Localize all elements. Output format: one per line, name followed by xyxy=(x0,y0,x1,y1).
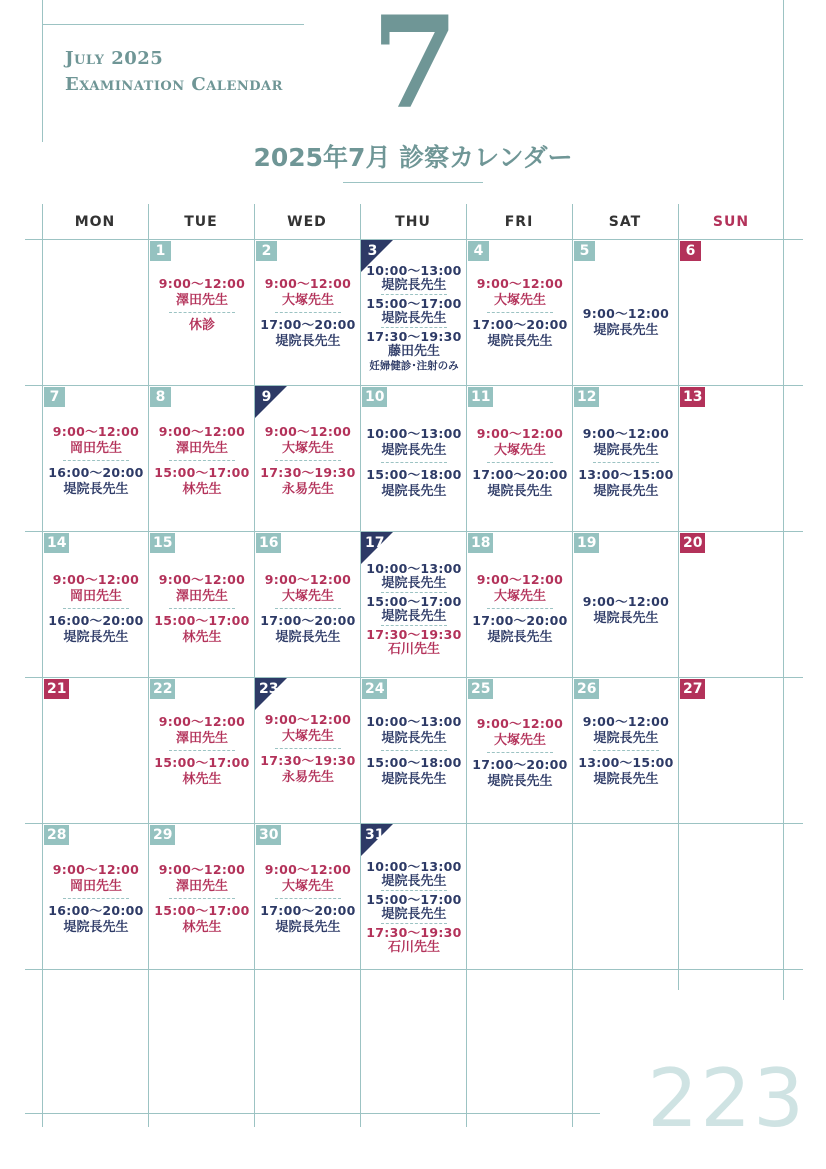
english-calendar-label: Examination Calendar xyxy=(65,74,283,95)
doctor-name: 堤院長先生 xyxy=(381,576,447,591)
day-number: 23 xyxy=(259,681,279,697)
doctor-name: 堤院長先生 xyxy=(593,323,659,338)
day-number: 8 xyxy=(150,387,171,407)
day-number: 10 xyxy=(362,387,387,407)
day-cell-30 xyxy=(255,824,361,970)
doctor-name: 休診 xyxy=(188,318,215,333)
grid-hline-top xyxy=(25,239,803,240)
day-number: 14 xyxy=(44,533,69,553)
doctor-name: 大塚先生 xyxy=(281,589,334,604)
session-time: 15:00〜18:00 xyxy=(366,467,462,482)
doctor-name: 林先生 xyxy=(182,482,222,497)
day-cell-17 xyxy=(361,532,467,678)
schedule-block xyxy=(361,264,467,373)
day-cell-26 xyxy=(573,678,679,824)
day-cell-4 xyxy=(467,240,573,386)
day-number: 4 xyxy=(468,241,489,261)
grid-vline xyxy=(42,204,43,1127)
schedule-block xyxy=(573,714,679,788)
day-cell-10 xyxy=(361,386,467,532)
day-cell-19 xyxy=(573,532,679,678)
session-time: 15:00〜18:00 xyxy=(366,755,462,770)
schedule-block xyxy=(149,572,255,646)
session-time: 15:00〜17:00 xyxy=(154,903,250,918)
session-time: 15:00〜17:00 xyxy=(366,296,462,311)
schedule-block xyxy=(149,862,255,936)
day-cell-22 xyxy=(149,678,255,824)
dashed-separator xyxy=(275,898,341,899)
dashed-separator xyxy=(275,608,341,609)
day-number: 31 xyxy=(365,827,385,843)
doctor-name: 堤院長先生 xyxy=(275,630,341,645)
session-time: 15:00〜17:00 xyxy=(154,755,250,770)
schedule-block xyxy=(43,572,149,646)
schedule-block xyxy=(573,426,679,500)
session-time: 9:00〜12:00 xyxy=(158,714,246,729)
day-cell-5 xyxy=(573,240,679,386)
doctor-name: 堤院長先生 xyxy=(381,772,447,787)
weekday-fri: FRI xyxy=(504,214,534,230)
session-time: 9:00〜12:00 xyxy=(264,712,352,727)
dashed-separator xyxy=(381,890,447,891)
dashed-separator xyxy=(487,752,553,753)
day-cell-23 xyxy=(255,678,361,824)
doctor-name: 堤院長先生 xyxy=(593,611,659,626)
session-time: 10:00〜13:00 xyxy=(366,426,462,441)
session-time: 17:30〜19:30 xyxy=(366,925,462,940)
session-time: 17:30〜19:30 xyxy=(260,753,356,768)
session-time: 17:00〜20:00 xyxy=(472,613,568,628)
schedule-block xyxy=(361,562,467,657)
session-time: 9:00〜12:00 xyxy=(582,594,670,609)
day-number: 25 xyxy=(468,679,493,699)
session-time: 17:00〜20:00 xyxy=(260,903,356,918)
english-month-label: July 2025 xyxy=(65,48,164,69)
day-cell-20 xyxy=(679,532,785,678)
title-underline xyxy=(343,182,483,183)
schedule-block xyxy=(255,862,361,936)
session-time: 13:00〜15:00 xyxy=(578,755,674,770)
doctor-name: 大塚先生 xyxy=(493,293,546,308)
day-number: 19 xyxy=(574,533,599,553)
dashed-separator xyxy=(169,608,235,609)
day-number: 2 xyxy=(256,241,277,261)
doctor-name: 堤院長先生 xyxy=(487,774,553,789)
day-number: 26 xyxy=(574,679,599,699)
doctor-name: 堤院長先生 xyxy=(381,907,447,922)
doctor-name: 堤院長先生 xyxy=(487,630,553,645)
doctor-name: 堤院長先生 xyxy=(487,334,553,349)
doctor-name: 堤院長先生 xyxy=(593,731,659,746)
dashed-separator xyxy=(381,327,447,328)
doctor-name: 堤院長先生 xyxy=(381,484,447,499)
dashed-separator xyxy=(593,462,659,463)
day-number: 15 xyxy=(150,533,175,553)
session-time: 17:30〜19:30 xyxy=(366,627,462,642)
dashed-separator xyxy=(487,462,553,463)
dashed-separator xyxy=(381,592,447,593)
dashed-separator xyxy=(381,750,447,751)
session-time: 9:00〜12:00 xyxy=(264,276,352,291)
grid-hline xyxy=(25,823,803,824)
doctor-name: 永易先生 xyxy=(281,770,334,785)
doctor-name: 大塚先生 xyxy=(493,443,546,458)
schedule-block xyxy=(573,306,679,339)
doctor-name: 石川先生 xyxy=(387,642,440,657)
day-cell-24 xyxy=(361,678,467,824)
day-number: 18 xyxy=(468,533,493,553)
doctor-name: 岡田先生 xyxy=(69,879,122,894)
dashed-separator xyxy=(275,748,341,749)
day-cell-3 xyxy=(361,240,467,386)
doctor-name: 澤田先生 xyxy=(175,589,228,604)
grid-vline xyxy=(466,204,467,1127)
schedule-block xyxy=(149,424,255,498)
day-number: 6 xyxy=(680,241,701,261)
schedule-block xyxy=(467,572,573,646)
session-time: 9:00〜12:00 xyxy=(158,572,246,587)
day-number: 5 xyxy=(574,241,595,261)
day-cell-31 xyxy=(361,824,467,970)
day-number: 11 xyxy=(468,387,493,407)
day-number: 22 xyxy=(150,679,175,699)
session-time: 9:00〜12:00 xyxy=(158,424,246,439)
schedule-block xyxy=(361,714,467,788)
day-cell-6 xyxy=(679,240,785,386)
session-time: 16:00〜20:00 xyxy=(48,465,144,480)
doctor-name: 堤院長先生 xyxy=(381,311,447,326)
doctor-name: 大塚先生 xyxy=(493,589,546,604)
day-cell-11 xyxy=(467,386,573,532)
doctor-name: 堤院長先生 xyxy=(593,443,659,458)
weekday-tue: TUE xyxy=(184,214,218,230)
dashed-separator xyxy=(63,898,129,899)
session-time: 16:00〜20:00 xyxy=(48,903,144,918)
doctor-name: 堤院長先生 xyxy=(381,874,447,889)
doctor-name: 堤院長先生 xyxy=(593,772,659,787)
header-left-rule xyxy=(42,0,43,142)
session-time: 15:00〜17:00 xyxy=(366,892,462,907)
doctor-name: 堤院長先生 xyxy=(593,484,659,499)
doctor-name: 堤院長先生 xyxy=(381,443,447,458)
session-time: 17:00〜20:00 xyxy=(260,613,356,628)
weekday-thu: THU xyxy=(395,214,431,230)
doctor-name: 大塚先生 xyxy=(493,733,546,748)
day-number: 13 xyxy=(680,387,705,407)
schedule-block xyxy=(467,276,573,350)
day-cell-7 xyxy=(43,386,149,532)
dashed-separator xyxy=(593,750,659,751)
dashed-separator xyxy=(275,460,341,461)
doctor-name: 堤院長先生 xyxy=(381,609,447,624)
day-number: 21 xyxy=(44,679,69,699)
day-cell-28 xyxy=(43,824,149,970)
session-time: 17:30〜19:30 xyxy=(366,329,462,344)
doctor-name: 澤田先生 xyxy=(175,441,228,456)
schedule-block xyxy=(467,426,573,500)
day-number: 7 xyxy=(44,387,65,407)
session-time: 9:00〜12:00 xyxy=(52,424,140,439)
day-number: 3 xyxy=(367,243,378,259)
day-cell-27 xyxy=(679,678,785,824)
doctor-name: 大塚先生 xyxy=(281,879,334,894)
session-time: 15:00〜17:00 xyxy=(154,613,250,628)
session-time: 16:00〜20:00 xyxy=(48,613,144,628)
schedule-block xyxy=(255,276,361,350)
dashed-separator xyxy=(381,923,447,924)
day-cell-14 xyxy=(43,532,149,678)
weekday-mon: MON xyxy=(74,214,116,230)
session-time: 9:00〜12:00 xyxy=(476,716,564,731)
grid-vline xyxy=(254,204,255,1127)
grid-hline-bottom xyxy=(25,1113,600,1114)
session-time: 15:00〜17:00 xyxy=(366,594,462,609)
dashed-separator xyxy=(169,460,235,461)
doctor-name: 林先生 xyxy=(182,630,222,645)
doctor-name: 堤院長先生 xyxy=(63,920,129,935)
day-number: 20 xyxy=(680,533,705,553)
dashed-separator xyxy=(169,312,235,313)
doctor-name: 岡田先生 xyxy=(69,589,122,604)
session-time: 13:00〜15:00 xyxy=(578,467,674,482)
day-cell-25 xyxy=(467,678,573,824)
day-number: 27 xyxy=(680,679,705,699)
day-number: 24 xyxy=(362,679,387,699)
doctor-name: 堤院長先生 xyxy=(63,482,129,497)
dashed-separator xyxy=(63,608,129,609)
day-cell-18 xyxy=(467,532,573,678)
grid-hline xyxy=(25,969,803,970)
session-time: 9:00〜12:00 xyxy=(158,276,246,291)
big-month-number: 7 xyxy=(371,0,459,137)
dashed-separator xyxy=(63,460,129,461)
grid-hline xyxy=(25,385,803,386)
session-time: 9:00〜12:00 xyxy=(582,714,670,729)
doctor-name: 永易先生 xyxy=(281,482,334,497)
session-time: 9:00〜12:00 xyxy=(582,426,670,441)
doctor-name: 岡田先生 xyxy=(69,441,122,456)
session-time: 9:00〜12:00 xyxy=(476,572,564,587)
grid-vline xyxy=(148,204,149,1127)
dashed-separator xyxy=(487,608,553,609)
session-time: 10:00〜13:00 xyxy=(366,714,462,729)
session-time: 9:00〜12:00 xyxy=(158,862,246,877)
schedule-block xyxy=(255,424,361,498)
grid-vline xyxy=(678,204,679,990)
dashed-separator xyxy=(487,312,553,313)
session-time: 17:00〜20:00 xyxy=(260,317,356,332)
doctor-name: 大塚先生 xyxy=(281,293,334,308)
doctor-name: 石川先生 xyxy=(387,940,440,955)
day-number: 12 xyxy=(574,387,599,407)
doctor-name: 林先生 xyxy=(182,920,222,935)
doctor-name: 堤院長先生 xyxy=(381,731,447,746)
session-time: 9:00〜12:00 xyxy=(582,306,670,321)
session-time: 17:00〜20:00 xyxy=(472,467,568,482)
day-cell-13 xyxy=(679,386,785,532)
day-number: 1 xyxy=(150,241,171,261)
schedule-block xyxy=(573,594,679,627)
page-title: 2025年7月 診察カレンダー xyxy=(253,143,573,172)
dashed-separator xyxy=(381,625,447,626)
day-cell-12 xyxy=(573,386,679,532)
schedule-block xyxy=(467,716,573,790)
session-time: 10:00〜13:00 xyxy=(366,859,462,874)
weekday-wed: WED xyxy=(287,214,327,230)
doctor-name: 堤院長先生 xyxy=(63,630,129,645)
weekday-sun: SUN xyxy=(712,214,750,230)
day-cell-2 xyxy=(255,240,361,386)
session-time: 9:00〜12:00 xyxy=(264,572,352,587)
weekday-sat: SAT xyxy=(608,214,642,230)
doctor-name: 堤院長先生 xyxy=(275,920,341,935)
day-cell-15 xyxy=(149,532,255,678)
day-cell-8 xyxy=(149,386,255,532)
doctor-name: 大塚先生 xyxy=(281,441,334,456)
checkup-note: 妊婦健診･注射のみ xyxy=(369,360,459,372)
session-time: 17:00〜20:00 xyxy=(472,757,568,772)
schedule-block xyxy=(361,426,467,500)
day-number: 9 xyxy=(261,389,272,405)
day-cell-1 xyxy=(149,240,255,386)
dashed-separator xyxy=(381,462,447,463)
day-number: 30 xyxy=(256,825,281,845)
session-time: 9:00〜12:00 xyxy=(264,424,352,439)
day-number: 17 xyxy=(365,535,385,551)
day-cell-21 xyxy=(43,678,149,824)
schedule-block xyxy=(361,860,467,955)
doctor-name: 大塚先生 xyxy=(281,729,334,744)
grid-hline xyxy=(25,677,803,678)
schedule-block xyxy=(149,276,255,334)
day-cell-9 xyxy=(255,386,361,532)
session-time: 9:00〜12:00 xyxy=(264,862,352,877)
session-time: 9:00〜12:00 xyxy=(476,426,564,441)
session-time: 9:00〜12:00 xyxy=(52,862,140,877)
session-time: 9:00〜12:00 xyxy=(52,572,140,587)
schedule-block xyxy=(255,572,361,646)
dashed-separator xyxy=(169,898,235,899)
day-cell-16 xyxy=(255,532,361,678)
session-time: 10:00〜13:00 xyxy=(366,263,462,278)
session-time: 17:30〜19:30 xyxy=(260,465,356,480)
grid-vline xyxy=(572,204,573,1127)
session-time: 10:00〜13:00 xyxy=(366,561,462,576)
session-time: 9:00〜12:00 xyxy=(476,276,564,291)
header-top-rule xyxy=(42,24,304,25)
dashed-separator xyxy=(381,294,447,295)
doctor-name: 澤田先生 xyxy=(175,879,228,894)
dashed-separator xyxy=(275,312,341,313)
session-time: 17:00〜20:00 xyxy=(472,317,568,332)
day-number: 28 xyxy=(44,825,69,845)
grid-hline xyxy=(25,531,803,532)
schedule-block xyxy=(255,712,361,786)
schedule-block xyxy=(43,862,149,936)
grid-vline xyxy=(360,204,361,1127)
doctor-name: 堤院長先生 xyxy=(487,484,553,499)
day-number: 16 xyxy=(256,533,281,553)
page-number: 223 xyxy=(647,1052,806,1145)
doctor-name: 澤田先生 xyxy=(175,731,228,746)
doctor-name: 林先生 xyxy=(182,772,222,787)
day-cell-29 xyxy=(149,824,255,970)
doctor-name: 澤田先生 xyxy=(175,293,228,308)
doctor-name: 堤院長先生 xyxy=(381,278,447,293)
schedule-block xyxy=(149,714,255,788)
dashed-separator xyxy=(169,750,235,751)
session-time: 15:00〜17:00 xyxy=(154,465,250,480)
day-number: 29 xyxy=(150,825,175,845)
doctor-name: 堤院長先生 xyxy=(275,334,341,349)
doctor-name: 藤田先生 xyxy=(387,344,440,359)
schedule-block xyxy=(43,424,149,498)
